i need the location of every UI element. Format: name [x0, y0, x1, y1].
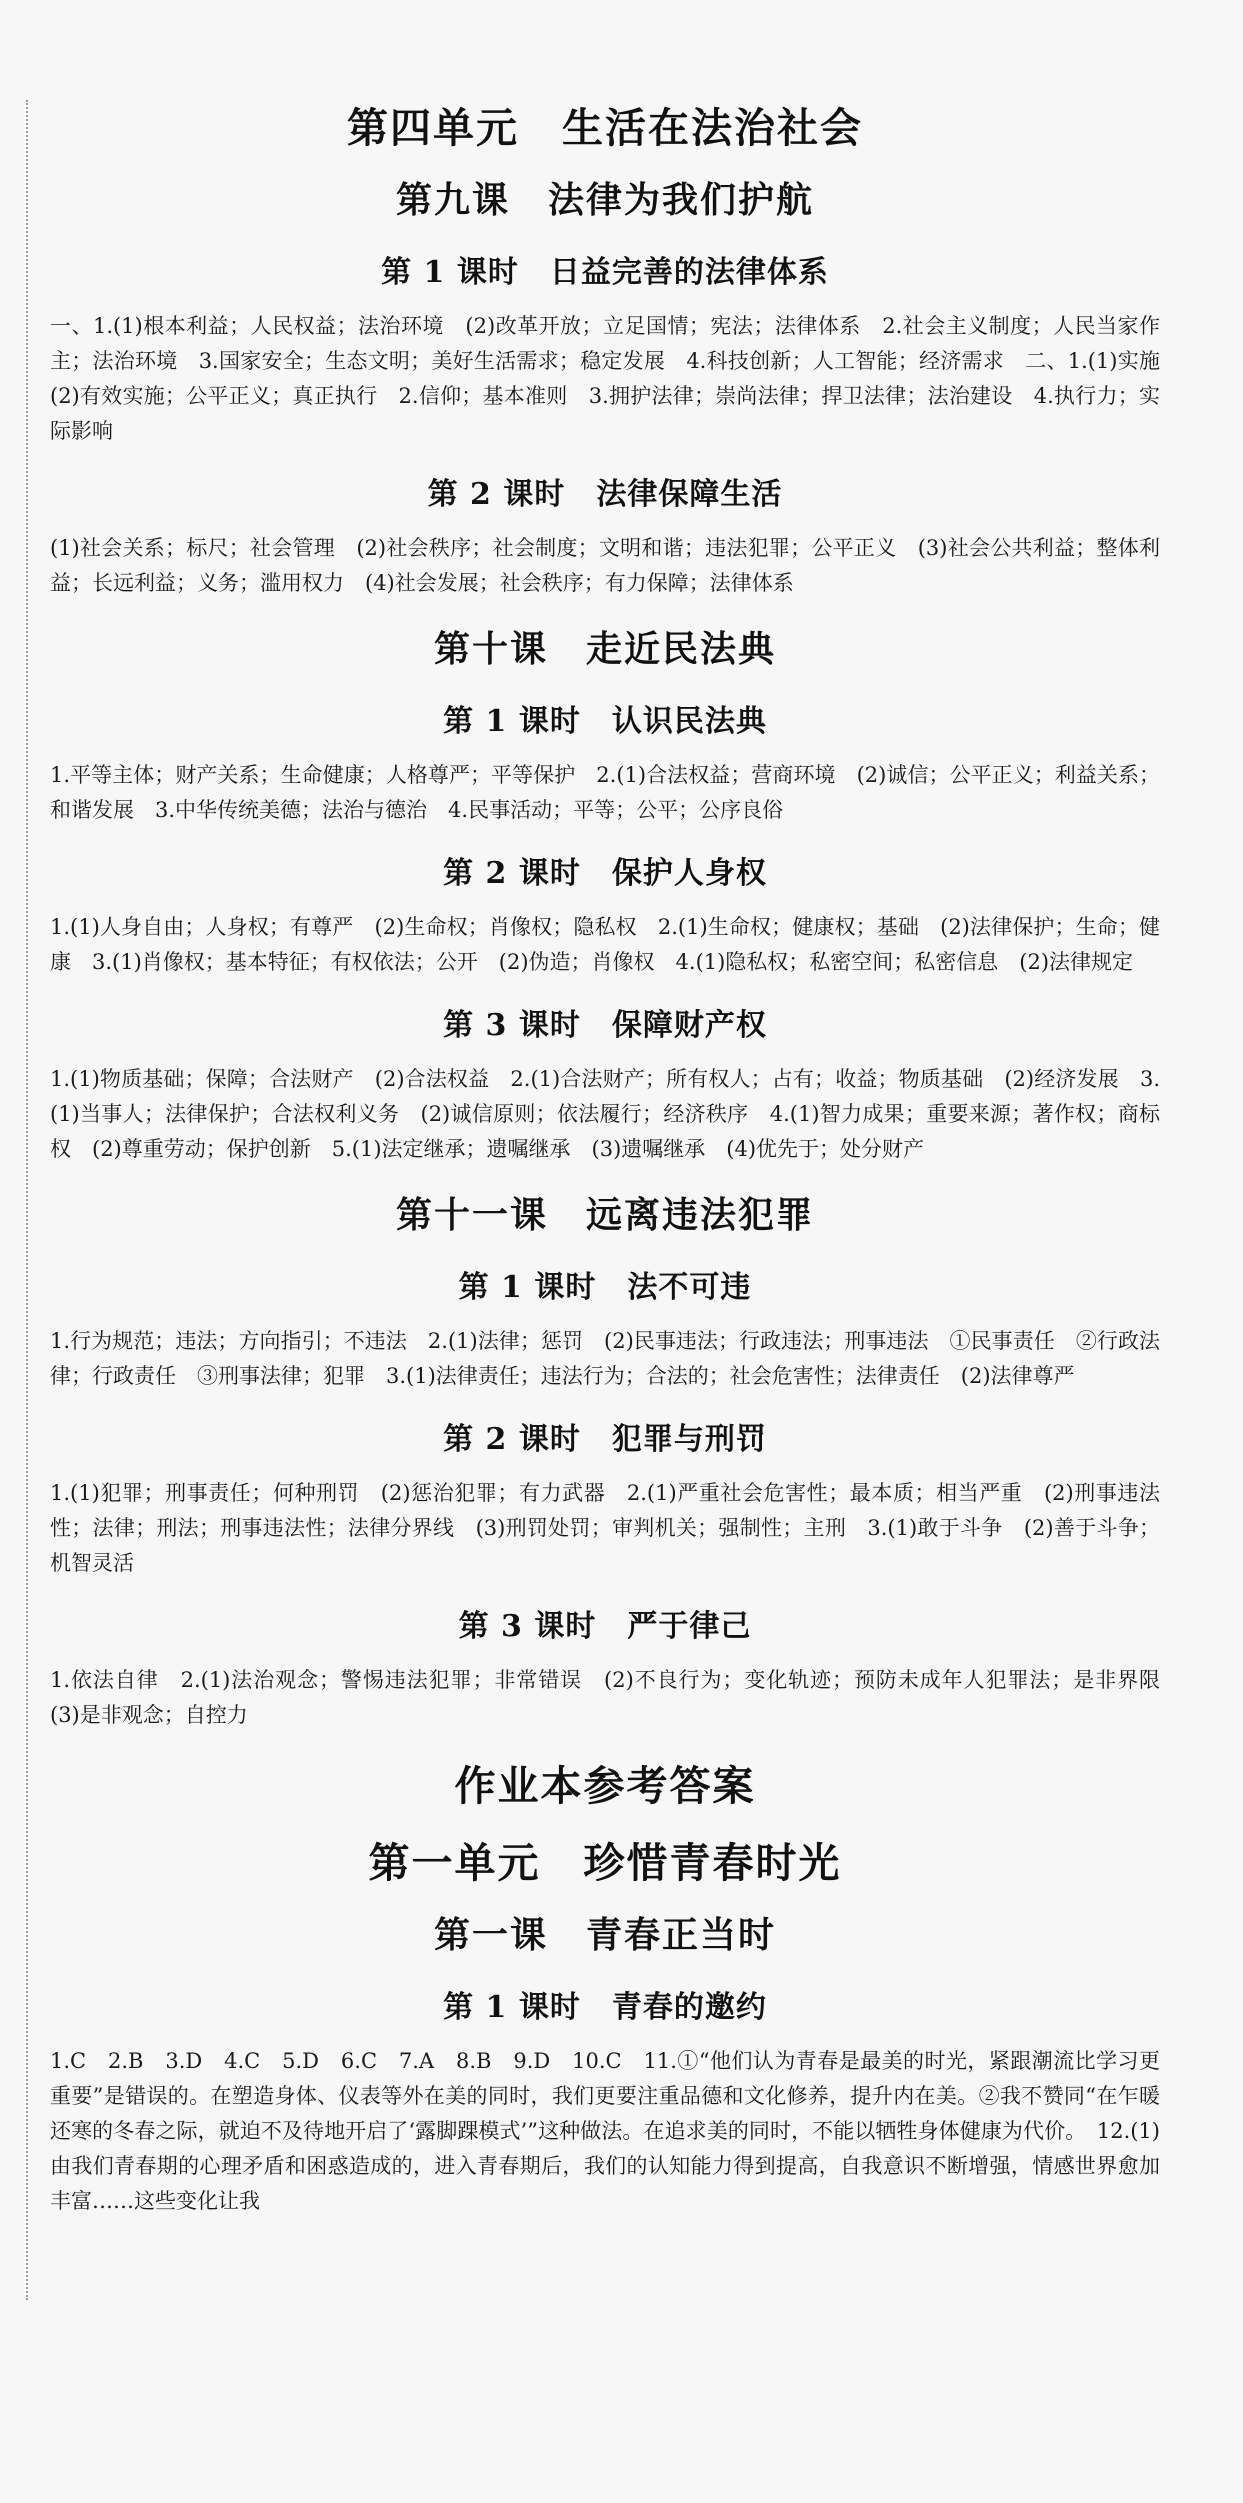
lesson-1-period-1-answers: 1.C 2.B 3.D 4.C 5.D 6.C 7.A 8.B 9.D 10.C 11.①“他们认为青春是最美的时光，紧跟潮流比学习更重要”是错误的。在塑造身体、仪表等外在美的同时，我们更要注重品德和文化修养，提升内在美。②我不赞同“在乍暖还寒的冬春之际，就迫不及待地开启了‘露脚踝模式’”这种做法。在追求美的同时，不能以牺牲身体健康为代价。 12.(1)由我们青春期的心理矛盾和困惑造成的，进入青春期后，我们的认知能力得到提高，自我意识不断增强，情感世界愈加丰富……这些变化让我 [50, 2049, 1160, 2213]
unit-1-title: 第一单元 珍惜青春时光 [368, 1839, 842, 1887]
lesson-11-period-1-answers: 1.行为规范；违法；方向指引；不违法 2.(1)法律；惩罚 (2)民事违法；行政违法；刑事违法 ①民事责任 ②行政法律；行政责任 ③刑事法律；犯罪 3.(1)法律责任；违法行为；合法的；社会危害性；法律责任 (2)法律尊严 [50, 1329, 1160, 1388]
lesson-11-period-2-answers: 1.(1)犯罪；刑事责任；何种刑罚 (2)惩治犯罪；有力武器 2.(1)严重社会危害性；最本质；相当严重 (2)刑事违法性；法律；刑法；刑事违法性；法律分界线 (3)刑罚处罚；审判机关；强制性；主刑 3.(1)敢于斗争 (2)善于斗争；机智灵活 [50, 1481, 1160, 1575]
lesson-11-title: 第十一课 远离违法犯罪 [395, 1194, 814, 1236]
lesson-11-period-3-answers: 1.依法自律 2.(1)法治观念；警惕违法犯罪；非常错误 (2)不良行为；变化轨迹；预防未成年人犯罪法；是非界限 (3)是非观念；自控力 [50, 1668, 1181, 1727]
lesson-1-period-1-title: 第 1 课时 青春的邀约 [443, 1990, 767, 2025]
lesson-9-period-1-title: 第 1 课时 日益完善的法律体系 [381, 255, 829, 290]
lesson-10-period-2-title: 第 2 课时 保护人身权 [443, 856, 767, 891]
lesson-10-period-3-answers: 1.(1)物质基础；保障；合法财产 (2)合法权益 2.(1)合法财产；所有权人；占有；收益；物质基础 (2)经济发展 3.(1)当事人；法律保护；合法权利义务 (2)诚信原则；依法履行；经济秩序 4.(1)智力成果；重要来源；著作权；商标权 (2)尊重劳动；保护创新 5.(1)法定继承；遗嘱继承 (3)遗嘱继承 (4)优先于；处分财产 [50, 1067, 1160, 1161]
lesson-9-period-2-title: 第 2 课时 法律保障生活 [427, 477, 783, 512]
lesson-9-title: 第九课 法律为我们护航 [395, 179, 814, 221]
lesson-10-period-2-answers: 1.(1)人身自由；人身权；有尊严 (2)生命权；肖像权；隐私权 2.(1)生命权；健康权；基础 (2)法律保护；生命；健康 3.(1)肖像权；基本特征；有权依法；公开 (2)伪造；肖像权 4.(1)隐私权；私密空间；私密信息 (2)法律规定 [50, 915, 1160, 974]
lesson-11-period-2-title: 第 2 课时 犯罪与刑罚 [443, 1422, 767, 1457]
lesson-10-period-1-title: 第 1 课时 认识民法典 [443, 704, 767, 739]
margin-dotted-rule [26, 100, 28, 2300]
answer-page [50, 95, 1181, 2239]
unit-4-title: 第四单元 生活在法治社会 [347, 104, 863, 152]
lesson-11-period-3-title: 第 3 课时 严于律己 [458, 1609, 752, 1644]
lesson-10-period-1-answers: 1.平等主体；财产关系；生命健康；人格尊严；平等保护 2.(1)合法权益；营商环境 (2)诚信；公平正义；利益关系；和谐发展 3.中华传统美德；法治与德治 4.民事活动；平等；公平；公序良俗 [50, 763, 1160, 822]
lesson-10-title: 第十课 走近民法典 [433, 628, 776, 670]
lesson-9-period-2-answers: (1)社会关系；标尺；社会管理 (2)社会秩序；社会制度；文明和谐；违法犯罪；公平正义 (3)社会公共利益；整体利益；长远利益；义务；滥用权力 (4)社会发展；社会秩序；有力保障；法律体系 [50, 536, 1160, 595]
lesson-11-period-1-title: 第 1 课时 法不可违 [458, 1270, 752, 1305]
lesson-9-period-1-answers: 一、1.(1)根本利益；人民权益；法治环境 (2)改革开放；立足国情；宪法；法律体系 2.社会主义制度；人民当家作主；法治环境 3.国家安全；生态文明；美好生活需求；稳定发展 4.科技创新；人工智能；经济需求 二、1.(1)实施 (2)有效实施；公平正义；真正执行 2.信仰；基本准则 3.拥护法律；崇尚法律；捍卫法律；法治建设 4.执行力；实际影响 [50, 314, 1181, 443]
lesson-10-period-3-title: 第 3 课时 保障财产权 [443, 1008, 767, 1043]
homework-answers-title: 作业本参考答案 [454, 1762, 756, 1810]
lesson-1-title: 第一课 青春正当时 [433, 1914, 776, 1956]
